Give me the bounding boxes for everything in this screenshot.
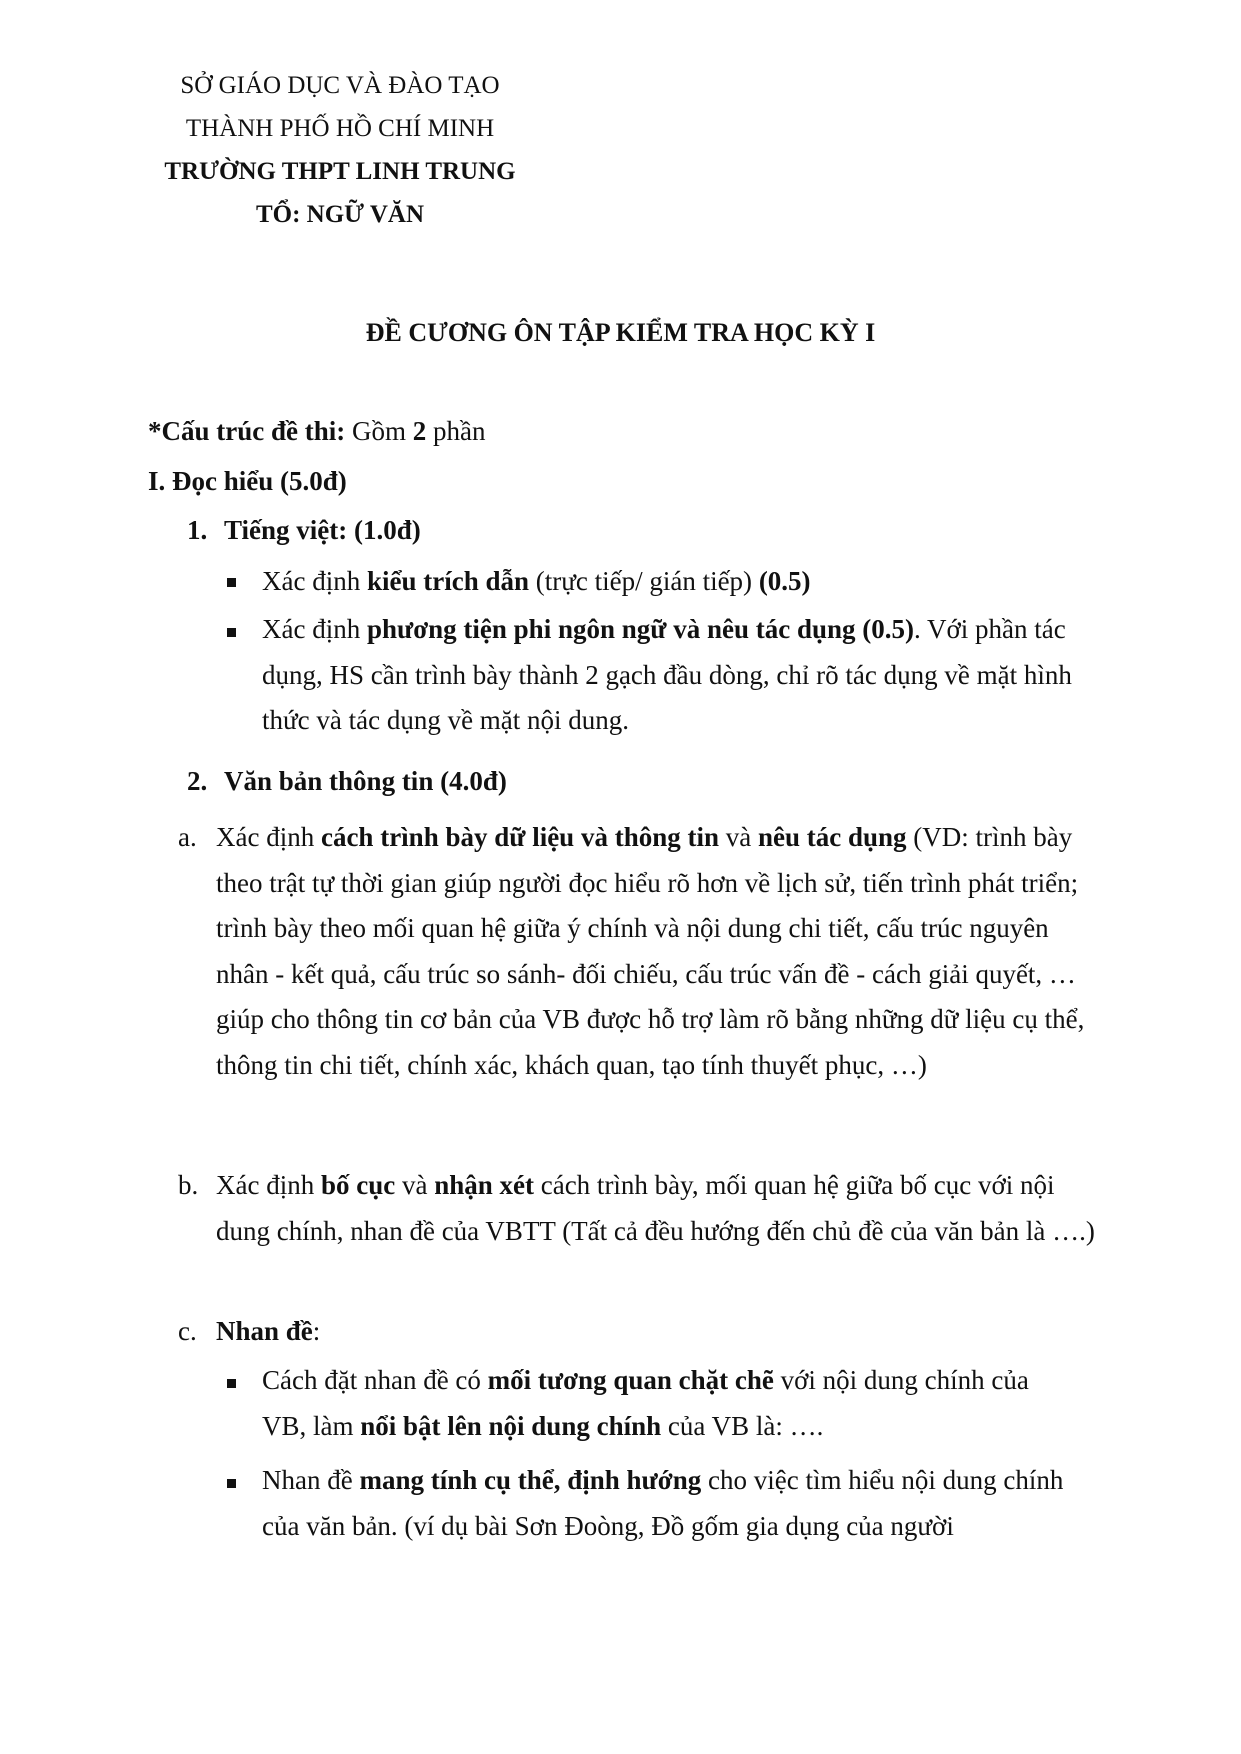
bullet-text: Cách đặt nhan đề có mối tương quan chặt chẽ với nội dung chính của VB, làm nổi bật lên nội dung chính của VB là: …. <box>262 1365 1029 1441</box>
list-item-text: Xác định bố cục và nhận xét cách trình bày, mối quan hệ giữa bố cục với nội dung chính, nhan đề của VBTT (Tất cả đều hướng đến chủ đề của văn bản là ….) <box>216 1170 1095 1246</box>
list-letter: b. <box>178 1170 199 1200</box>
school-name: TRƯỜNG THPT LINH TRUNG <box>164 158 516 185</box>
structure-text: Gồm <box>345 416 413 446</box>
square-bullet-icon <box>227 1479 236 1488</box>
structure-text-end: phần <box>426 416 486 446</box>
structure-count: 2 <box>412 416 427 446</box>
structure-label: *Cấu trúc đề thi: <box>148 416 346 446</box>
list-item-text: Xác định cách trình bày dữ liệu và thông tin và nêu tác dụng (VD: trình bày theo trật tự thời gian giúp người đọc hiểu rõ hơn về lịch sử, tiến trình phát triển; trình bày theo mối quan hệ giữa ý chính và nội dung chi tiết, cấu trúc nguyên nhân - kết quả, cấu trúc so sánh- đối chiếu, cấu trúc vấn đề - cách giải quyết, … giúp cho thông tin cơ bản của VB được hỗ trợ làm rõ bằng những dữ liệu cụ thể, thông tin chi tiết, chính xác, khách quan, tạo tính thuyết phục, …) <box>216 822 1085 1080</box>
bullet-text: Nhan đề mang tính cụ thể, định hướng cho việc tìm hiểu nội dung chính của văn bản. (ví dụ bài Sơn Đoòng, Đồ gốm gia dụng của người <box>262 1465 1064 1541</box>
list-letter: c. <box>178 1316 197 1346</box>
list-item-heading: Nhan đề: <box>216 1316 321 1346</box>
item-heading: Tiếng việt: (1.0đ) <box>224 515 421 545</box>
item-number: 1. <box>187 515 208 545</box>
bullet-text: Xác định kiểu trích dẫn (trực tiếp/ gián tiếp) (0.5) <box>262 566 811 596</box>
city-name: THÀNH PHỐ HỒ CHÍ MINH <box>185 115 495 142</box>
square-bullet-icon <box>227 628 236 637</box>
item-number: 2. <box>187 766 208 796</box>
exam-structure <box>148 416 485 447</box>
department-name: SỞ GIÁO DỤC VÀ ĐÀO TẠO <box>180 72 500 99</box>
section-heading: I. Đọc hiểu (5.0đ) <box>148 466 347 496</box>
document-title: ĐỀ CƯƠNG ÔN TẬP KIỂM TRA HỌC KỲ I <box>365 318 876 347</box>
item-heading: Văn bản thông tin (4.0đ) <box>224 766 507 796</box>
square-bullet-icon <box>227 578 236 587</box>
bullet-text: Xác định phương tiện phi ngôn ngữ và nêu tác dụng (0.5). Với phần tác dụng, HS cần trình bày thành 2 gạch đầu dòng, chỉ rõ tác dụng về mặt hình thức và tác dụng về mặt nội dung. <box>262 614 1072 735</box>
subject-group: TỔ: NGỮ VĂN <box>255 201 425 228</box>
square-bullet-icon <box>227 1379 236 1388</box>
list-letter: a. <box>178 822 197 852</box>
